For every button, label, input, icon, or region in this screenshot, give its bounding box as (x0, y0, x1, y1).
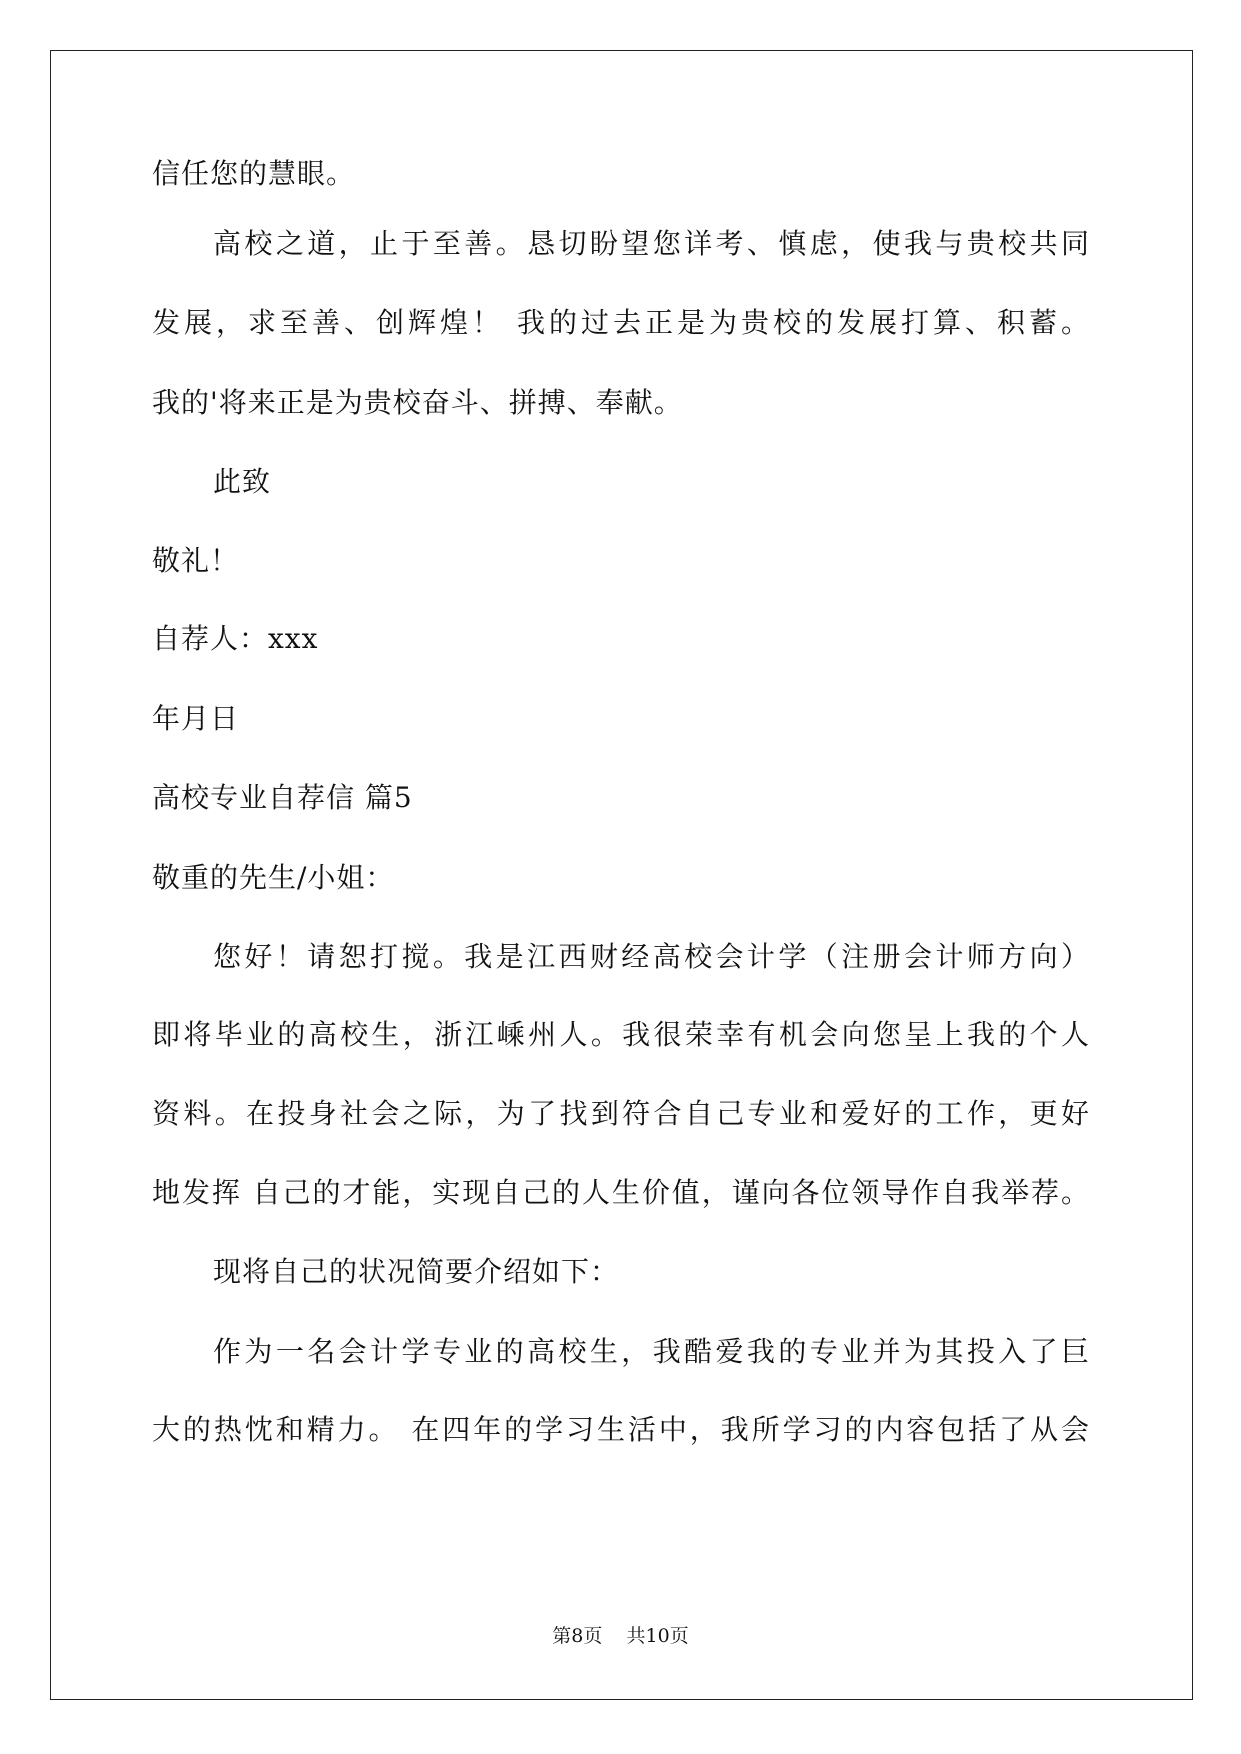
text-line-12: 即将毕业的高校生，浙江嵊州人。我很荣幸有机会向您呈上我的个人 (152, 1018, 1090, 1051)
date-line: 年月日 (152, 702, 240, 735)
greeting-line: 敬重的先生/小姐： (152, 861, 395, 894)
page-number-footer: 第8页 共10页 (552, 1625, 689, 1647)
text-line-17: 大的热忱和精力。 在四年的学习生活中，我所学习的内容包括了从会 (152, 1413, 1090, 1446)
text-line-13: 资料。在投身社会之际，为了找到符合自己专业和爱好的工作，更好 (152, 1097, 1090, 1130)
closing-salutation: 此致 (213, 465, 272, 498)
text-line-4: 我的'将来正是为贵校奋斗、拼搏、奉献。 (152, 386, 683, 419)
signature-line: 自荐人：xxx (152, 622, 319, 655)
section-heading: 高校专业自荐信 篇5 (152, 781, 413, 814)
closing-regards: 敬礼！ (152, 544, 240, 577)
text-line-3: 发展，求至善、创辉煌！ 我的过去正是为贵校的发展打算、积蓄。 (152, 306, 1090, 339)
text-line-15: 现将自己的状况简要介绍如下： (213, 1255, 620, 1288)
text-line-11: 您好！请恕打搅。我是江西财经高校会计学（注册会计师方向） (213, 940, 1090, 973)
text-line-14: 地发挥 自己的才能，实现自己的人生价值，谨向各位领导作自我举荐。 (152, 1176, 1090, 1209)
text-line-1: 信任您的慧眼。 (152, 157, 356, 190)
text-line-2: 高校之道，止于至善。恳切盼望您详考、慎虑，使我与贵校共同 (213, 227, 1090, 260)
text-line-16: 作为一名会计学专业的高校生，我酷爱我的专业并为其投入了巨 (213, 1335, 1090, 1368)
